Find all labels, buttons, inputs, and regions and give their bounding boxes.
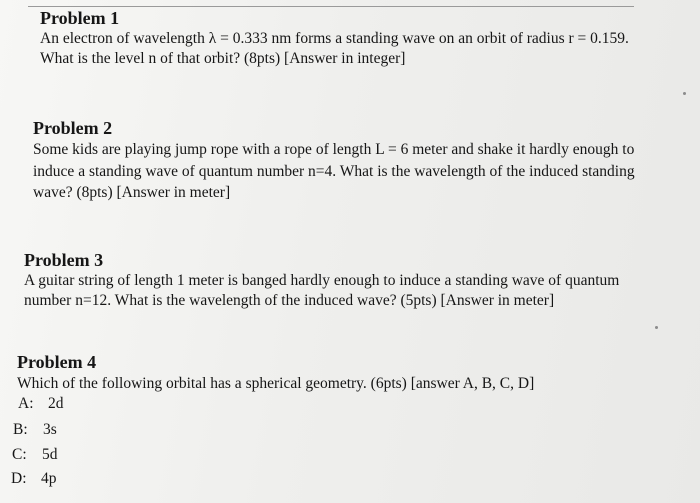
option-a: [18, 395, 64, 413]
option-c-text: 5d: [42, 446, 58, 463]
problem-1-title: Problem 1: [40, 8, 120, 28]
option-b-letter: B:: [13, 421, 28, 438]
problem-4-line-1: Which of the following orbital has a spherical geometry. (6pts) [answer A, B, C, D]: [17, 375, 535, 392]
problem-3-line-1: A guitar string of length 1 meter is banged hardly enough to induce a standing wave of quantum: [24, 272, 620, 289]
problem-3-line-2: number n=12. What is the wavelength of the induced wave? (5pts) [Answer in meter]: [24, 292, 555, 309]
dust-speck: [655, 326, 658, 329]
option-c: [12, 446, 58, 464]
problem-2: [33, 117, 635, 204]
option-b-text: 3s: [43, 421, 57, 438]
option-d-text: 4p: [41, 470, 57, 487]
option-a-text: 2d: [48, 395, 64, 412]
problem-2-line-3: wave? (8pts) [Answer in meter]: [33, 184, 231, 201]
problem-3: [24, 249, 619, 311]
problem-4-title: Problem 4: [17, 352, 97, 372]
dust-speck: [683, 92, 686, 95]
option-a-letter: A:: [18, 395, 34, 412]
option-d-letter: D:: [11, 470, 27, 487]
problem-1-line-1: An electron of wavelength λ = 0.333 nm forms a standing wave on an orbit of radius r = 0.159.: [40, 30, 629, 47]
problem-3-title: Problem 3: [24, 250, 104, 270]
problem-2-line-1: Some kids are playing jump rope with a rope of length L = 6 meter and shake it hardly enough to: [33, 141, 635, 158]
problem-2-line-2: induce a standing wave of quantum number n=4. What is the wavelength of the induced standing: [33, 162, 635, 180]
problem-1-line-2: What is the level n of that orbit? (8pts) [Answer in integer]: [40, 50, 406, 67]
option-b: [13, 421, 57, 439]
option-d: [11, 470, 57, 488]
option-c-letter: C:: [12, 446, 27, 463]
problem-2-title: Problem 2: [33, 118, 113, 138]
problem-4: [17, 351, 534, 394]
problem-1: [40, 7, 629, 69]
